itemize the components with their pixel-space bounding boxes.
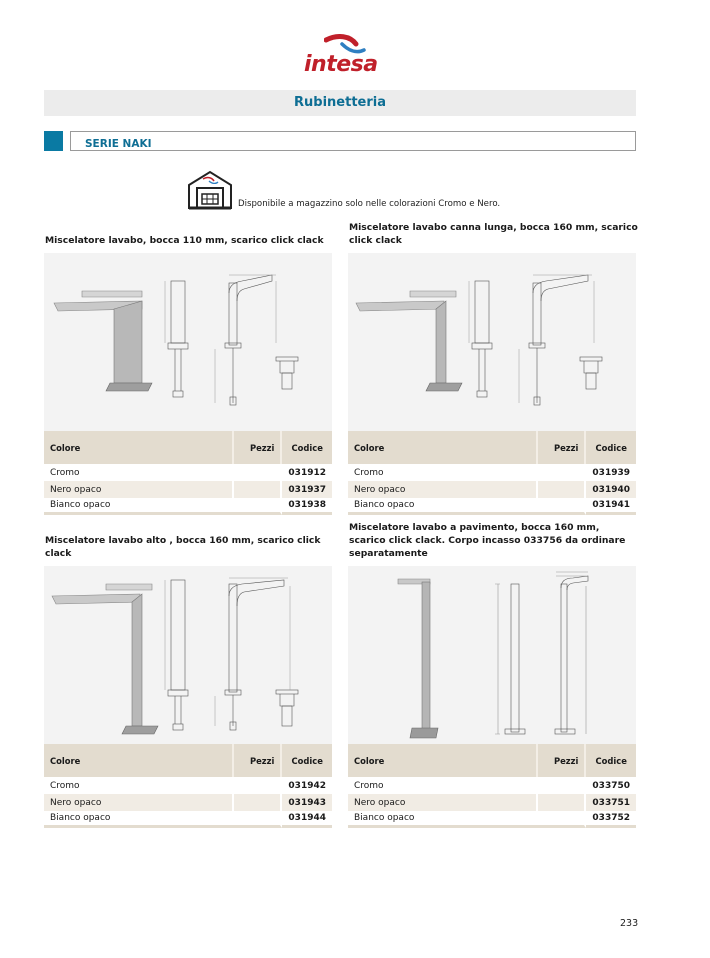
variant-color: Nero opaco <box>44 794 234 811</box>
page-number: 233 <box>620 918 639 929</box>
variant-color: Nero opaco <box>348 794 538 811</box>
product-card <box>44 235 332 515</box>
product-image <box>44 253 332 431</box>
variant-row <box>348 464 636 481</box>
product-image <box>348 566 636 744</box>
table-header-row <box>348 744 636 777</box>
variant-row <box>44 794 332 811</box>
brand-logo <box>300 34 390 82</box>
variant-row <box>44 811 332 828</box>
variant-code: 031940 <box>586 481 636 498</box>
series-marker <box>44 131 63 151</box>
header-code: Codice <box>586 744 636 777</box>
variants-table <box>348 744 636 828</box>
variant-color: Cromo <box>354 780 384 791</box>
product-image <box>348 253 636 431</box>
variant-pieces[interactable] <box>234 481 282 498</box>
variant-color: Cromo <box>354 467 384 478</box>
header-color: Colore <box>44 431 234 464</box>
variant-pieces[interactable] <box>234 498 282 515</box>
series-header <box>70 131 636 151</box>
variant-code: 033752 <box>586 811 636 828</box>
variant-row <box>348 498 636 515</box>
variant-color: Bianco opaco <box>348 811 538 828</box>
variant-pieces[interactable] <box>234 777 282 794</box>
variant-color: Bianco opaco <box>348 498 538 515</box>
product-drawing <box>44 253 332 431</box>
variants-table <box>44 744 332 828</box>
header-pieces: Pezzi <box>234 431 282 464</box>
variant-row <box>348 794 636 811</box>
header-color: Colore <box>348 431 538 464</box>
variant-pieces[interactable] <box>538 811 586 828</box>
variant-color: Bianco opaco <box>44 498 234 515</box>
header-code: Codice <box>282 744 332 777</box>
product-card <box>44 535 332 828</box>
product-title: Miscelatore lavabo alto , bocca 160 mm, scarico click clack <box>45 535 321 559</box>
header-code: Codice <box>282 431 332 464</box>
variant-pieces[interactable] <box>538 481 586 498</box>
variant-color: Nero opaco <box>348 481 538 498</box>
header-color: Colore <box>348 744 538 777</box>
series-title: SERIE NAKI <box>85 138 152 150</box>
product-drawing <box>348 253 636 431</box>
variant-row <box>44 777 332 794</box>
variant-row <box>44 481 332 498</box>
brand-name: intesa <box>304 52 378 77</box>
product-title: Miscelatore lavabo a pavimento, bocca 160 mm, scarico click clack. Corpo incasso 033756 da ordinare separatamente <box>349 522 626 559</box>
variant-code: 031943 <box>282 794 332 811</box>
product-drawing <box>44 566 332 744</box>
product-card <box>348 222 638 515</box>
variant-code: 031937 <box>282 481 332 498</box>
warehouse-icon <box>186 170 234 210</box>
variant-code: 031941 <box>586 498 636 515</box>
table-header-row <box>44 431 332 464</box>
variants-table <box>348 431 636 515</box>
product-drawing <box>348 566 636 744</box>
stock-note-text: Disponibile a magazzino solo nelle colorazioni Cromo e Nero. <box>238 199 501 209</box>
header-code: Codice <box>586 431 636 464</box>
variant-code: 033750 <box>592 780 630 791</box>
variant-code: 031938 <box>282 498 332 515</box>
header-pieces: Pezzi <box>538 744 586 777</box>
variant-pieces[interactable] <box>234 794 282 811</box>
variant-color: Cromo <box>50 780 80 791</box>
variant-code: 031942 <box>288 780 326 791</box>
variant-code: 031912 <box>288 467 326 478</box>
variant-row <box>44 498 332 515</box>
variants-table <box>44 431 332 515</box>
product-title: Miscelatore lavabo canna lunga, bocca 160 mm, scarico click clack <box>349 222 638 246</box>
product-card <box>348 522 636 828</box>
variant-row <box>44 464 332 481</box>
header-color: Colore <box>44 744 234 777</box>
variant-pieces[interactable] <box>538 464 586 481</box>
variant-pieces[interactable] <box>234 811 282 828</box>
product-image <box>44 566 332 744</box>
category-title: Rubinetteria <box>294 95 386 110</box>
variant-color: Nero opaco <box>44 481 234 498</box>
variant-code: 031944 <box>282 811 332 828</box>
variant-row <box>348 811 636 828</box>
header-pieces: Pezzi <box>234 744 282 777</box>
variant-pieces[interactable] <box>538 794 586 811</box>
header-pieces: Pezzi <box>538 431 586 464</box>
table-header-row <box>348 431 636 464</box>
variant-color: Bianco opaco <box>44 811 234 828</box>
variant-pieces[interactable] <box>538 777 586 794</box>
product-title: Miscelatore lavabo, bocca 110 mm, scarico click clack <box>45 235 324 246</box>
variant-code: 031939 <box>592 467 630 478</box>
category-header <box>44 90 636 116</box>
variant-row <box>348 481 636 498</box>
table-header-row <box>44 744 332 777</box>
variant-code: 033751 <box>586 794 636 811</box>
variant-color: Cromo <box>50 467 80 478</box>
variant-row <box>348 777 636 794</box>
variant-pieces[interactable] <box>234 464 282 481</box>
variant-pieces[interactable] <box>538 498 586 515</box>
